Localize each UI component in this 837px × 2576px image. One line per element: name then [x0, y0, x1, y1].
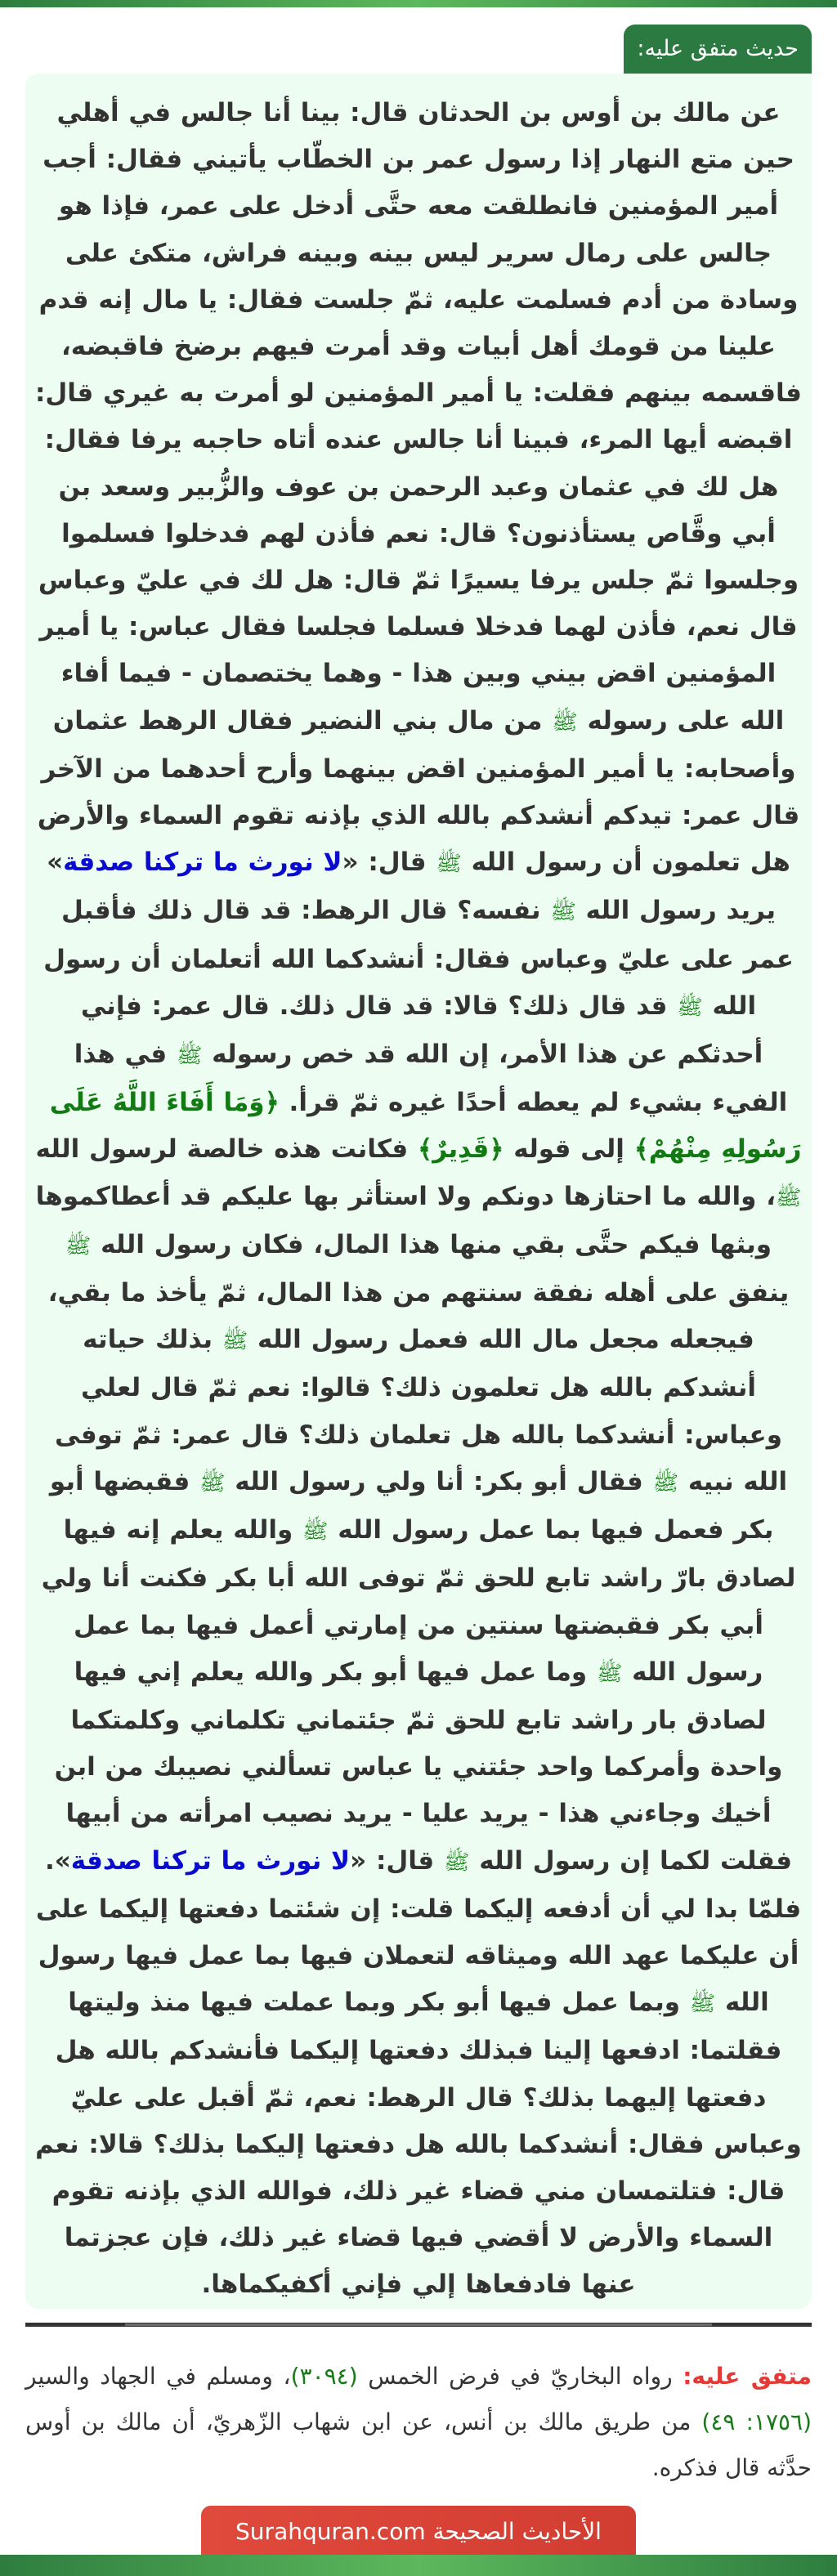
hadith-text-segment: ، والله ما احتازها دونكم ولا استأثر بها عليكم قد أعطاكموها وبثها فيكم حتَّى بقي منها هذا المال، فكان رسول الله [35, 1181, 776, 1259]
prophetic-quote: لا نورث ما تركنا صدقة [70, 1845, 351, 1876]
takhrij-source-text [25, 2354, 812, 2491]
hadith-text-segment: ينفق على أهله نفقة سنتهم من هذا المال، ثمّ يأخذ ما بقي، فيجعله مجعل مال الله فعمل رسول الله [47, 1278, 790, 1355]
hadith-text-segment: من مال بني النضير فقال الرهط عثمان وأصحابه: يا أمير المؤمنين اقض بينهما وأرح أحدهما من الآخر قال عمر: تيدكم أنشدكم بالله الذي بإذنه تقوم السماء والأرض هل تعلمون أن رسول الله [37, 705, 800, 878]
takhrij-chain-text: من طريق مالك بن أنس، عن ابن شهاب الزّهريّ، أن مالك بن أوس حدَّثه قال فذكره. [25, 2408, 812, 2481]
takhrij-label: متفق عليه: [683, 2363, 812, 2390]
salawat-icon: ﷺ [689, 1992, 716, 2017]
salawat-icon: ﷺ [222, 1329, 248, 1354]
site-link-button[interactable]: الأحاديث الصحيحة Surahquran.com [201, 2506, 636, 2561]
quran-verse: ﴿وَمَا أَفَاءَ اللَّهُ عَلَى رَسُولِهِ مِنْهُمْ﴾ [49, 1088, 802, 1165]
hadith-text-segment: » يريد رسول الله [47, 847, 776, 926]
salawat-icon: ﷺ [302, 1519, 329, 1545]
salawat-icon: ﷺ [652, 1470, 679, 1496]
takhrij-muslim-text: ، ومسلم في الجهاد والسير [25, 2363, 291, 2390]
salawat-icon: ﷺ [65, 1233, 92, 1259]
hadith-text-segment: والله يعلم إنه فيها لصادق بارّ راشد تابع للحق ثمّ توفى الله أبا بكر فكنت أنا ولي أبي بكر فقبضتها سنتين من إمارتي أعمل فيها بما عمل رسول الله [41, 1515, 796, 1687]
hadith-text-segment: فقال أبو بكر: أنا ولي رسول الله [225, 1466, 653, 1496]
muslim-reference-number: (١٧٥٦: ٤٩) [701, 2408, 812, 2435]
hadith-type-badge: حديث متفق عليه: [624, 25, 812, 74]
top-decorative-bar [0, 0, 837, 7]
hadith-text-segment: عن مالك بن أوس بن الحدثان قال: بينا أنا جالس في أهلي حين متع النهار إذا رسول عمر بن الخطّاب يأتيني فقال: أجب أمير المؤمنين فانطلقت معه حتَّى أدخل على عمر، فإذا هو جالس على رمال سرير ليس بينه وبينه فراش، متكئ على وسادة من أدم فسلمت عليه، ثمّ جلست فقال: يا مال إنه قدم علينا من قومك أهل أبيات وقد أمرت فيهم برضخ فاقبضه، فاقسمه بينهم فقلت: يا أمير المؤمنين لو أمرت به غيري قال: اقبضه أيها المرء، فبينا أنا جالس عنده أتاه حاجبه يرفا فقال: هل لك في عثمان وعبد الرحمن بن عوف والزُّبير وسعد بن أبي وقَّاص يستأذنون؟ قال: نعم فأذن لهم فدخلوا فسلموا وجلسوا ثمّ جلس يرفا يسيرًا ثمّ قال: هل لك في عليّ وعباس قال نعم، فأذن لهما فدخلا فسلما فجلسا فقال عباس: يا أمير المؤمنين اقض بيني وبين هذا - وهما يختصمان - فيما أفاء الله على رسوله [35, 98, 802, 736]
salawat-icon: ﷺ [775, 1185, 802, 1210]
hadith-text-segment: ». فلمّا بدا لي أن أدفعه إليكما قلت: إن شئتما دفعتها إليكما على أن عليكما عهد الله وميثاقه لتعملان فيها بما عمل فيها رسول الله [35, 1845, 802, 2018]
quran-verse: ﴿قَدِيرٌ﴾ [418, 1134, 504, 1165]
hadith-text-segment: قال: « [350, 1845, 444, 1876]
prophetic-quote: لا نورث ما تركنا صدقة [63, 847, 342, 878]
hadith-text-segment: وما عمل فيها أبو بكر والله يعلم إني فيها لصادق بار راشد تابع للحق ثمّ جئتماني تكلماني وكلمتكما واحدة وأمركما واحد جئتني يا عباس تسألني نصيبك من ابن أخيك وجاءني هذا - يريد عليا - يريد نصيب امرأته من أبيها فقلت لكما إن رسول الله [54, 1657, 793, 1876]
hadith-text-box [25, 74, 812, 2309]
hadith-text-segment: فكانت هذه خالصة لرسول الله [35, 1134, 418, 1165]
hadith-text-segment: قد قال ذلك؟ قالا: قد قال ذلك. قال عمر: فإني أحدثكم عن هذا الأمر، إن الله قد خص رسوله [80, 991, 763, 1070]
salawat-icon: ﷺ [176, 1044, 203, 1069]
salawat-icon: ﷺ [444, 1849, 470, 1875]
hadith-text-segment: قال: « [342, 847, 436, 878]
salawat-icon: ﷺ [552, 709, 578, 735]
salawat-icon: ﷺ [199, 1470, 226, 1496]
salawat-icon: ﷺ [550, 900, 576, 925]
salawat-icon: ﷺ [596, 1661, 623, 1686]
hadith-body-text [35, 90, 802, 2309]
bukhari-reference-number: (٣٠٩٤) [290, 2363, 358, 2390]
hadith-text-segment: وبما عمل فيها أبو بكر وبما عملت فيها منذ وليتها فقلتما: ادفعها إلينا فبذلك دفعتها إليكما فأنشدكم بالله هل دفعتها إليهما بذلك؟ قال الرهط: نعم، ثمّ أقبل على عليّ وعباس فقال: أنشدكما بالله هل دفعتها إليكما بذلك؟ قالا: نعم قال: فتلتمسان مني قضاء غير ذلك، فوالله الذي بإذنه تقوم السماء والأرض لا أقضي فيها قضاء غير ذلك، فإن عجزتما عنها فادفعاها إلي فإني أكفيكماها. [35, 1988, 802, 2300]
hadith-text-segment: بذلك حياته أنشدكم بالله هل تعلمون ذلك؟ قالوا: نعم ثمّ قال لعلي وعباس: أنشدكما بالله هل تعلمان ذلك؟ قال عمر: ثمّ توفى الله نبيه [55, 1325, 788, 1496]
salawat-icon: ﷺ [436, 852, 462, 877]
hadith-text-segment: في هذا الفيء بشيء لم يعطه أحدًا غيره ثمّ قرأ. [74, 1040, 788, 1118]
takhrij-bukhari-text: رواه البخاريّ في فرض الخمس [357, 2363, 683, 2390]
hadith-text-segment: إلى قوله [504, 1134, 634, 1165]
section-divider [25, 2323, 812, 2327]
salawat-icon: ﷺ [677, 995, 703, 1020]
hadith-text-segment: فقبضها أبو بكر فعمل فيها بما عمل رسول الله [49, 1466, 774, 1545]
bottom-decorative-bar [0, 2555, 837, 2576]
hadith-text-segment: نفسه؟ قال الرهط: قد قال ذلك فأقبل عمر على عليّ وعباس فقال: أنشدكما الله أتعلمان أن رسول الله [43, 896, 794, 1021]
